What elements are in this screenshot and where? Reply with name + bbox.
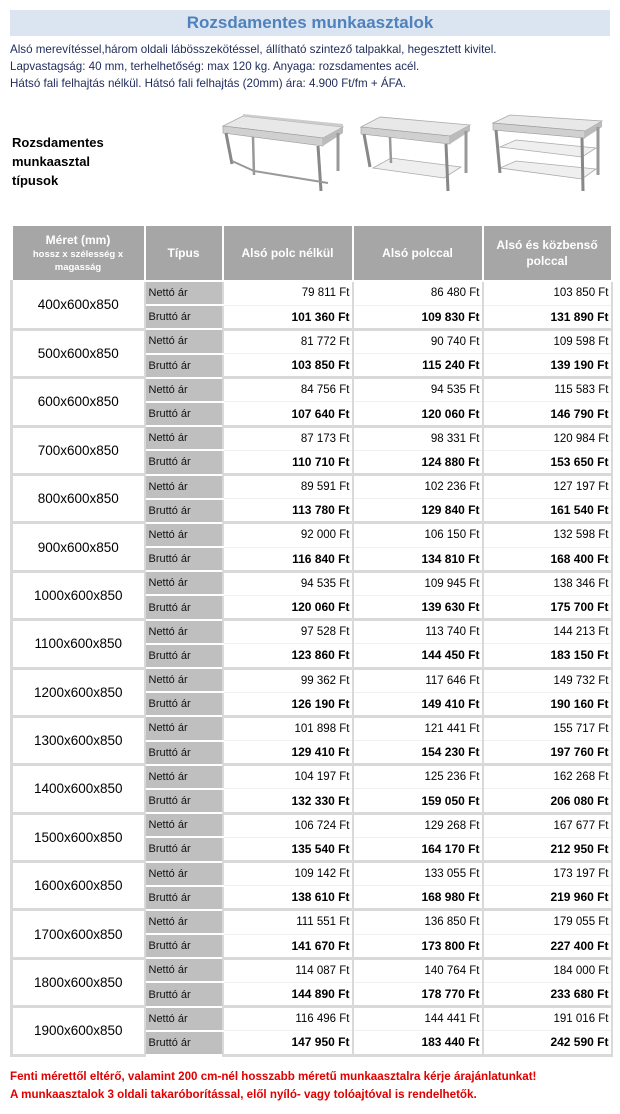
netto-price: 104 197 Ft [223, 765, 353, 789]
netto-price: 162 268 Ft [483, 765, 612, 789]
header-type: Típus [145, 225, 223, 281]
netto-label: Nettó ár [145, 329, 223, 353]
header-size-main: Méret (mm) [45, 233, 111, 247]
brutto-label: Bruttó ár [145, 934, 223, 958]
table-row-netto [12, 426, 612, 450]
brutto-price: 153 650 Ft [483, 450, 612, 474]
table-row-netto [12, 329, 612, 353]
brutto-price: 168 980 Ft [353, 886, 483, 910]
header-bottom-shelf: Alsó polccal [353, 225, 483, 281]
netto-price: 140 764 Ft [353, 958, 483, 982]
intro-line: Hátsó fali felhajtás nélkül. Hátsó fali felhajtás (20mm) ára: 4.900 Ft/fm + ÁFA. [10, 77, 406, 90]
netto-price: 132 598 Ft [483, 523, 612, 547]
brutto-price: 139 630 Ft [353, 595, 483, 619]
brutto-price: 138 610 Ft [223, 886, 353, 910]
netto-price: 173 197 Ft [483, 862, 612, 886]
netto-price: 89 591 Ft [223, 475, 353, 499]
size-cell: 1700x600x850 [12, 910, 145, 958]
brutto-price: 197 760 Ft [483, 741, 612, 765]
intro-line: Lapvastagság: 40 mm, terhelhetőség: max 120 kg. Anyaga: rozsdamentes acél. [10, 60, 420, 73]
netto-label: Nettó ár [145, 281, 223, 305]
netto-price: 101 898 Ft [223, 716, 353, 740]
brutto-price: 132 330 Ft [223, 789, 353, 813]
size-cell: 1600x600x850 [12, 862, 145, 910]
brutto-label: Bruttó ár [145, 692, 223, 716]
netto-price: 109 598 Ft [483, 329, 612, 353]
table-row-netto [12, 668, 612, 692]
table-row-netto [12, 813, 612, 837]
netto-price: 106 724 Ft [223, 813, 353, 837]
netto-price: 117 646 Ft [353, 668, 483, 692]
netto-label: Nettó ár [145, 620, 223, 644]
netto-price: 121 441 Ft [353, 716, 483, 740]
netto-price: 109 142 Ft [223, 862, 353, 886]
types-label-line: típusok [12, 173, 59, 188]
netto-price: 90 740 Ft [353, 329, 483, 353]
brutto-price: 120 060 Ft [223, 595, 353, 619]
netto-price: 81 772 Ft [223, 329, 353, 353]
brutto-price: 107 640 Ft [223, 402, 353, 426]
page-title: Rozsdamentes munkaasztalok [10, 10, 610, 36]
brutto-price: 120 060 Ft [353, 402, 483, 426]
size-cell: 500x600x850 [12, 329, 145, 377]
netto-label: Nettó ár [145, 716, 223, 740]
brutto-price: 227 400 Ft [483, 934, 612, 958]
size-cell: 900x600x850 [12, 523, 145, 571]
footer-line: A munkaasztalok 3 oldali takaróborítással, elől nyíló- vagy tolóajtóval is rendelhetők. [10, 1088, 477, 1101]
brutto-price: 175 700 Ft [483, 595, 612, 619]
netto-price: 133 055 Ft [353, 862, 483, 886]
size-cell: 1900x600x850 [12, 1007, 145, 1055]
netto-price: 111 551 Ft [223, 910, 353, 934]
netto-price: 86 480 Ft [353, 281, 483, 305]
netto-price: 155 717 Ft [483, 716, 612, 740]
brutto-price: 164 170 Ft [353, 837, 483, 861]
brutto-label: Bruttó ár [145, 305, 223, 329]
netto-price: 109 945 Ft [353, 571, 483, 595]
size-cell: 1000x600x850 [12, 571, 145, 619]
table-header-row [12, 225, 612, 281]
brutto-price: 219 960 Ft [483, 886, 612, 910]
brutto-price: 144 890 Ft [223, 982, 353, 1006]
netto-label: Nettó ár [145, 571, 223, 595]
brutto-price: 206 080 Ft [483, 789, 612, 813]
brutto-price: 124 880 Ft [353, 450, 483, 474]
size-cell: 1100x600x850 [12, 620, 145, 668]
netto-label: Nettó ár [145, 668, 223, 692]
netto-label: Nettó ár [145, 765, 223, 789]
brutto-price: 134 810 Ft [353, 547, 483, 571]
netto-price: 79 811 Ft [223, 281, 353, 305]
netto-label: Nettó ár [145, 910, 223, 934]
brutto-price: 141 670 Ft [223, 934, 353, 958]
brutto-price: 129 410 Ft [223, 741, 353, 765]
table-without-shelf-image [218, 113, 348, 193]
size-cell: 1400x600x850 [12, 765, 145, 813]
price-table [10, 224, 613, 1057]
brutto-label: Bruttó ár [145, 402, 223, 426]
brutto-price: 154 230 Ft [353, 741, 483, 765]
netto-price: 138 346 Ft [483, 571, 612, 595]
footer-line: Fenti mérettől eltérő, valamint 200 cm-nél hosszabb méretű munkaasztalra kérje árajánlatunkat! [10, 1070, 537, 1083]
brutto-label: Bruttó ár [145, 789, 223, 813]
size-cell: 1800x600x850 [12, 958, 145, 1006]
brutto-price: 147 950 Ft [223, 1031, 353, 1055]
brutto-price: 109 830 Ft [353, 305, 483, 329]
netto-price: 167 677 Ft [483, 813, 612, 837]
table-row-netto [12, 571, 612, 595]
header-size-sub: hossz x szélesség x magasság [32, 249, 124, 273]
netto-price: 97 528 Ft [223, 620, 353, 644]
netto-label: Nettó ár [145, 862, 223, 886]
brutto-price: 116 840 Ft [223, 547, 353, 571]
brutto-price: 144 450 Ft [353, 644, 483, 668]
brutto-price: 135 540 Ft [223, 837, 353, 861]
table-with-bottom-shelf-image [358, 113, 473, 193]
brutto-label: Bruttó ár [145, 595, 223, 619]
netto-price: 98 331 Ft [353, 426, 483, 450]
intro-line: Alsó merevítéssel,három oldali lábösszekötéssel, állítható szintező talpakkal, hegesztett kivitel. [10, 43, 497, 56]
netto-price: 144 441 Ft [353, 1007, 483, 1031]
netto-label: Nettó ár [145, 378, 223, 402]
brutto-price: 123 860 Ft [223, 644, 353, 668]
brutto-label: Bruttó ár [145, 354, 223, 378]
footer-note [10, 1068, 615, 1104]
brutto-price: 139 190 Ft [483, 354, 612, 378]
netto-price: 102 236 Ft [353, 475, 483, 499]
netto-price: 99 362 Ft [223, 668, 353, 692]
header-no-shelf: Alsó polc nélkül [223, 225, 353, 281]
brutto-label: Bruttó ár [145, 982, 223, 1006]
netto-price: 94 535 Ft [353, 378, 483, 402]
netto-price: 191 016 Ft [483, 1007, 612, 1031]
table-row-netto [12, 862, 612, 886]
netto-price: 116 496 Ft [223, 1007, 353, 1031]
table-row-netto [12, 716, 612, 740]
size-cell: 1500x600x850 [12, 813, 145, 861]
brutto-price: 183 150 Ft [483, 644, 612, 668]
netto-price: 179 055 Ft [483, 910, 612, 934]
header-two-shelves: Alsó és közbenső polccal [483, 225, 612, 281]
netto-price: 103 850 Ft [483, 281, 612, 305]
brutto-price: 178 770 Ft [353, 982, 483, 1006]
table-row-netto [12, 475, 612, 499]
netto-price: 84 756 Ft [223, 378, 353, 402]
netto-price: 113 740 Ft [353, 620, 483, 644]
brutto-price: 131 890 Ft [483, 305, 612, 329]
types-label [12, 133, 152, 190]
netto-price: 106 150 Ft [353, 523, 483, 547]
netto-price: 114 087 Ft [223, 958, 353, 982]
table-with-two-shelves-image [490, 113, 605, 193]
brutto-price: 173 800 Ft [353, 934, 483, 958]
netto-label: Nettó ár [145, 813, 223, 837]
brutto-label: Bruttó ár [145, 886, 223, 910]
types-label-line: Rozsdamentes [12, 135, 104, 150]
brutto-price: 146 790 Ft [483, 402, 612, 426]
netto-price: 87 173 Ft [223, 426, 353, 450]
brutto-price: 190 160 Ft [483, 692, 612, 716]
brutto-label: Bruttó ár [145, 547, 223, 571]
size-cell: 700x600x850 [12, 426, 145, 474]
intro-text [10, 41, 615, 92]
netto-label: Nettó ár [145, 426, 223, 450]
brutto-price: 161 540 Ft [483, 499, 612, 523]
brutto-label: Bruttó ár [145, 1031, 223, 1055]
size-cell: 1200x600x850 [12, 668, 145, 716]
table-row-netto [12, 378, 612, 402]
size-cell: 400x600x850 [12, 281, 145, 329]
brutto-price: 212 950 Ft [483, 837, 612, 861]
size-cell: 600x600x850 [12, 378, 145, 426]
netto-price: 136 850 Ft [353, 910, 483, 934]
types-label-line: munkaasztal [12, 154, 91, 169]
brutto-price: 115 240 Ft [353, 354, 483, 378]
brutto-label: Bruttó ár [145, 837, 223, 861]
netto-price: 92 000 Ft [223, 523, 353, 547]
brutto-price: 242 590 Ft [483, 1031, 612, 1055]
table-row-netto [12, 523, 612, 547]
table-row-netto [12, 620, 612, 644]
netto-price: 125 236 Ft [353, 765, 483, 789]
brutto-price: 233 680 Ft [483, 982, 612, 1006]
brutto-price: 159 050 Ft [353, 789, 483, 813]
brutto-price: 101 360 Ft [223, 305, 353, 329]
table-row-netto [12, 281, 612, 305]
netto-label: Nettó ár [145, 475, 223, 499]
brutto-price: 183 440 Ft [353, 1031, 483, 1055]
brutto-price: 113 780 Ft [223, 499, 353, 523]
netto-price: 115 583 Ft [483, 378, 612, 402]
size-cell: 1300x600x850 [12, 716, 145, 764]
size-cell: 800x600x850 [12, 475, 145, 523]
netto-price: 127 197 Ft [483, 475, 612, 499]
netto-price: 149 732 Ft [483, 668, 612, 692]
brutto-price: 149 410 Ft [353, 692, 483, 716]
netto-price: 129 268 Ft [353, 813, 483, 837]
header-size [12, 225, 145, 281]
brutto-label: Bruttó ár [145, 741, 223, 765]
table-row-netto [12, 958, 612, 982]
netto-label: Nettó ár [145, 958, 223, 982]
table-row-netto [12, 910, 612, 934]
table-row-netto [12, 1007, 612, 1031]
netto-label: Nettó ár [145, 1007, 223, 1031]
brutto-price: 110 710 Ft [223, 450, 353, 474]
netto-label: Nettó ár [145, 523, 223, 547]
netto-price: 94 535 Ft [223, 571, 353, 595]
brutto-price: 129 840 Ft [353, 499, 483, 523]
netto-price: 120 984 Ft [483, 426, 612, 450]
brutto-label: Bruttó ár [145, 499, 223, 523]
brutto-label: Bruttó ár [145, 450, 223, 474]
netto-price: 184 000 Ft [483, 958, 612, 982]
table-row-netto [12, 765, 612, 789]
brutto-label: Bruttó ár [145, 644, 223, 668]
brutto-price: 126 190 Ft [223, 692, 353, 716]
brutto-price: 168 400 Ft [483, 547, 612, 571]
netto-price: 144 213 Ft [483, 620, 612, 644]
brutto-price: 103 850 Ft [223, 354, 353, 378]
